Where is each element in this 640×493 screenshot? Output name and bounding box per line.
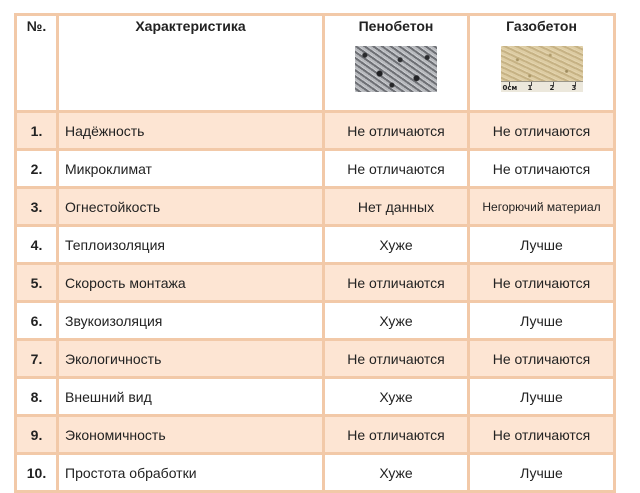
row-foam-value: Хуже [325, 303, 467, 338]
row-characteristic: Простота обработки [59, 455, 322, 490]
table-row [17, 227, 613, 262]
table-row [17, 379, 613, 414]
aerated-concrete-texture-image [501, 46, 583, 92]
row-characteristic: Микроклимат [59, 151, 322, 186]
row-foam-value: Нет данных [325, 189, 467, 224]
table-row [17, 265, 613, 300]
row-gas-value: Лучше [470, 303, 613, 338]
header-characteristic-label: Характеристика [135, 18, 246, 34]
row-number: 2. [17, 151, 56, 186]
row-foam-value: Не отличаются [325, 265, 467, 300]
row-characteristic: Надёжность [59, 113, 322, 148]
header-number [17, 16, 56, 110]
table-row [17, 417, 613, 452]
row-number: 6. [17, 303, 56, 338]
table-row [17, 455, 613, 490]
row-foam-value: Хуже [325, 379, 467, 414]
ruler-label: 0см [502, 84, 518, 92]
header-characteristic [59, 16, 322, 110]
row-characteristic: Экологичность [59, 341, 322, 376]
row-characteristic: Внешний вид [59, 379, 322, 414]
row-characteristic: Звукоизоляция [59, 303, 322, 338]
table-row [17, 341, 613, 376]
comparison-table [14, 13, 616, 493]
row-foam-value: Хуже [325, 455, 467, 490]
row-number: 5. [17, 265, 56, 300]
row-number: 7. [17, 341, 56, 376]
row-number: 1. [17, 113, 56, 148]
row-foam-value: Хуже [325, 227, 467, 262]
row-gas-value: Лучше [470, 379, 613, 414]
ruler-label: 2 [549, 84, 555, 92]
header-number-label: №. [26, 18, 47, 34]
row-gas-value: Лучше [470, 455, 613, 490]
row-number: 10. [17, 455, 56, 490]
header-aerated-concrete-label: Газобетон [506, 18, 577, 34]
row-foam-value: Не отличаются [325, 341, 467, 376]
table-row [17, 189, 613, 224]
row-gas-value: Не отличаются [470, 417, 613, 452]
row-gas-value: Не отличаются [470, 265, 613, 300]
table-row [17, 303, 613, 338]
row-gas-value: Не отличаются [470, 341, 613, 376]
row-gas-value: Негорючий материал [470, 189, 613, 224]
ruler-scale [501, 81, 583, 92]
header-row [17, 16, 613, 110]
foam-concrete-texture-image [355, 46, 437, 92]
row-gas-value: Не отличаются [470, 113, 613, 148]
row-foam-value: Не отличаются [325, 113, 467, 148]
row-characteristic: Экономичность [59, 417, 322, 452]
row-number: 8. [17, 379, 56, 414]
row-number: 9. [17, 417, 56, 452]
header-aerated-concrete [470, 16, 613, 110]
row-characteristic: Теплоизоляция [59, 227, 322, 262]
ruler-label: 3 [571, 84, 577, 92]
row-characteristic: Огнестойкость [59, 189, 322, 224]
row-foam-value: Не отличаются [325, 151, 467, 186]
ruler-label: 1 [527, 84, 533, 92]
row-number: 4. [17, 227, 56, 262]
table-row [17, 151, 613, 186]
row-characteristic: Скорость монтажа [59, 265, 322, 300]
row-foam-value: Не отличаются [325, 417, 467, 452]
header-foam-concrete-label: Пенобетон [358, 18, 434, 34]
header-foam-concrete [325, 16, 467, 110]
row-gas-value: Не отличаются [470, 151, 613, 186]
table-row [17, 113, 613, 148]
row-gas-value: Лучше [470, 227, 613, 262]
row-number: 3. [17, 189, 56, 224]
